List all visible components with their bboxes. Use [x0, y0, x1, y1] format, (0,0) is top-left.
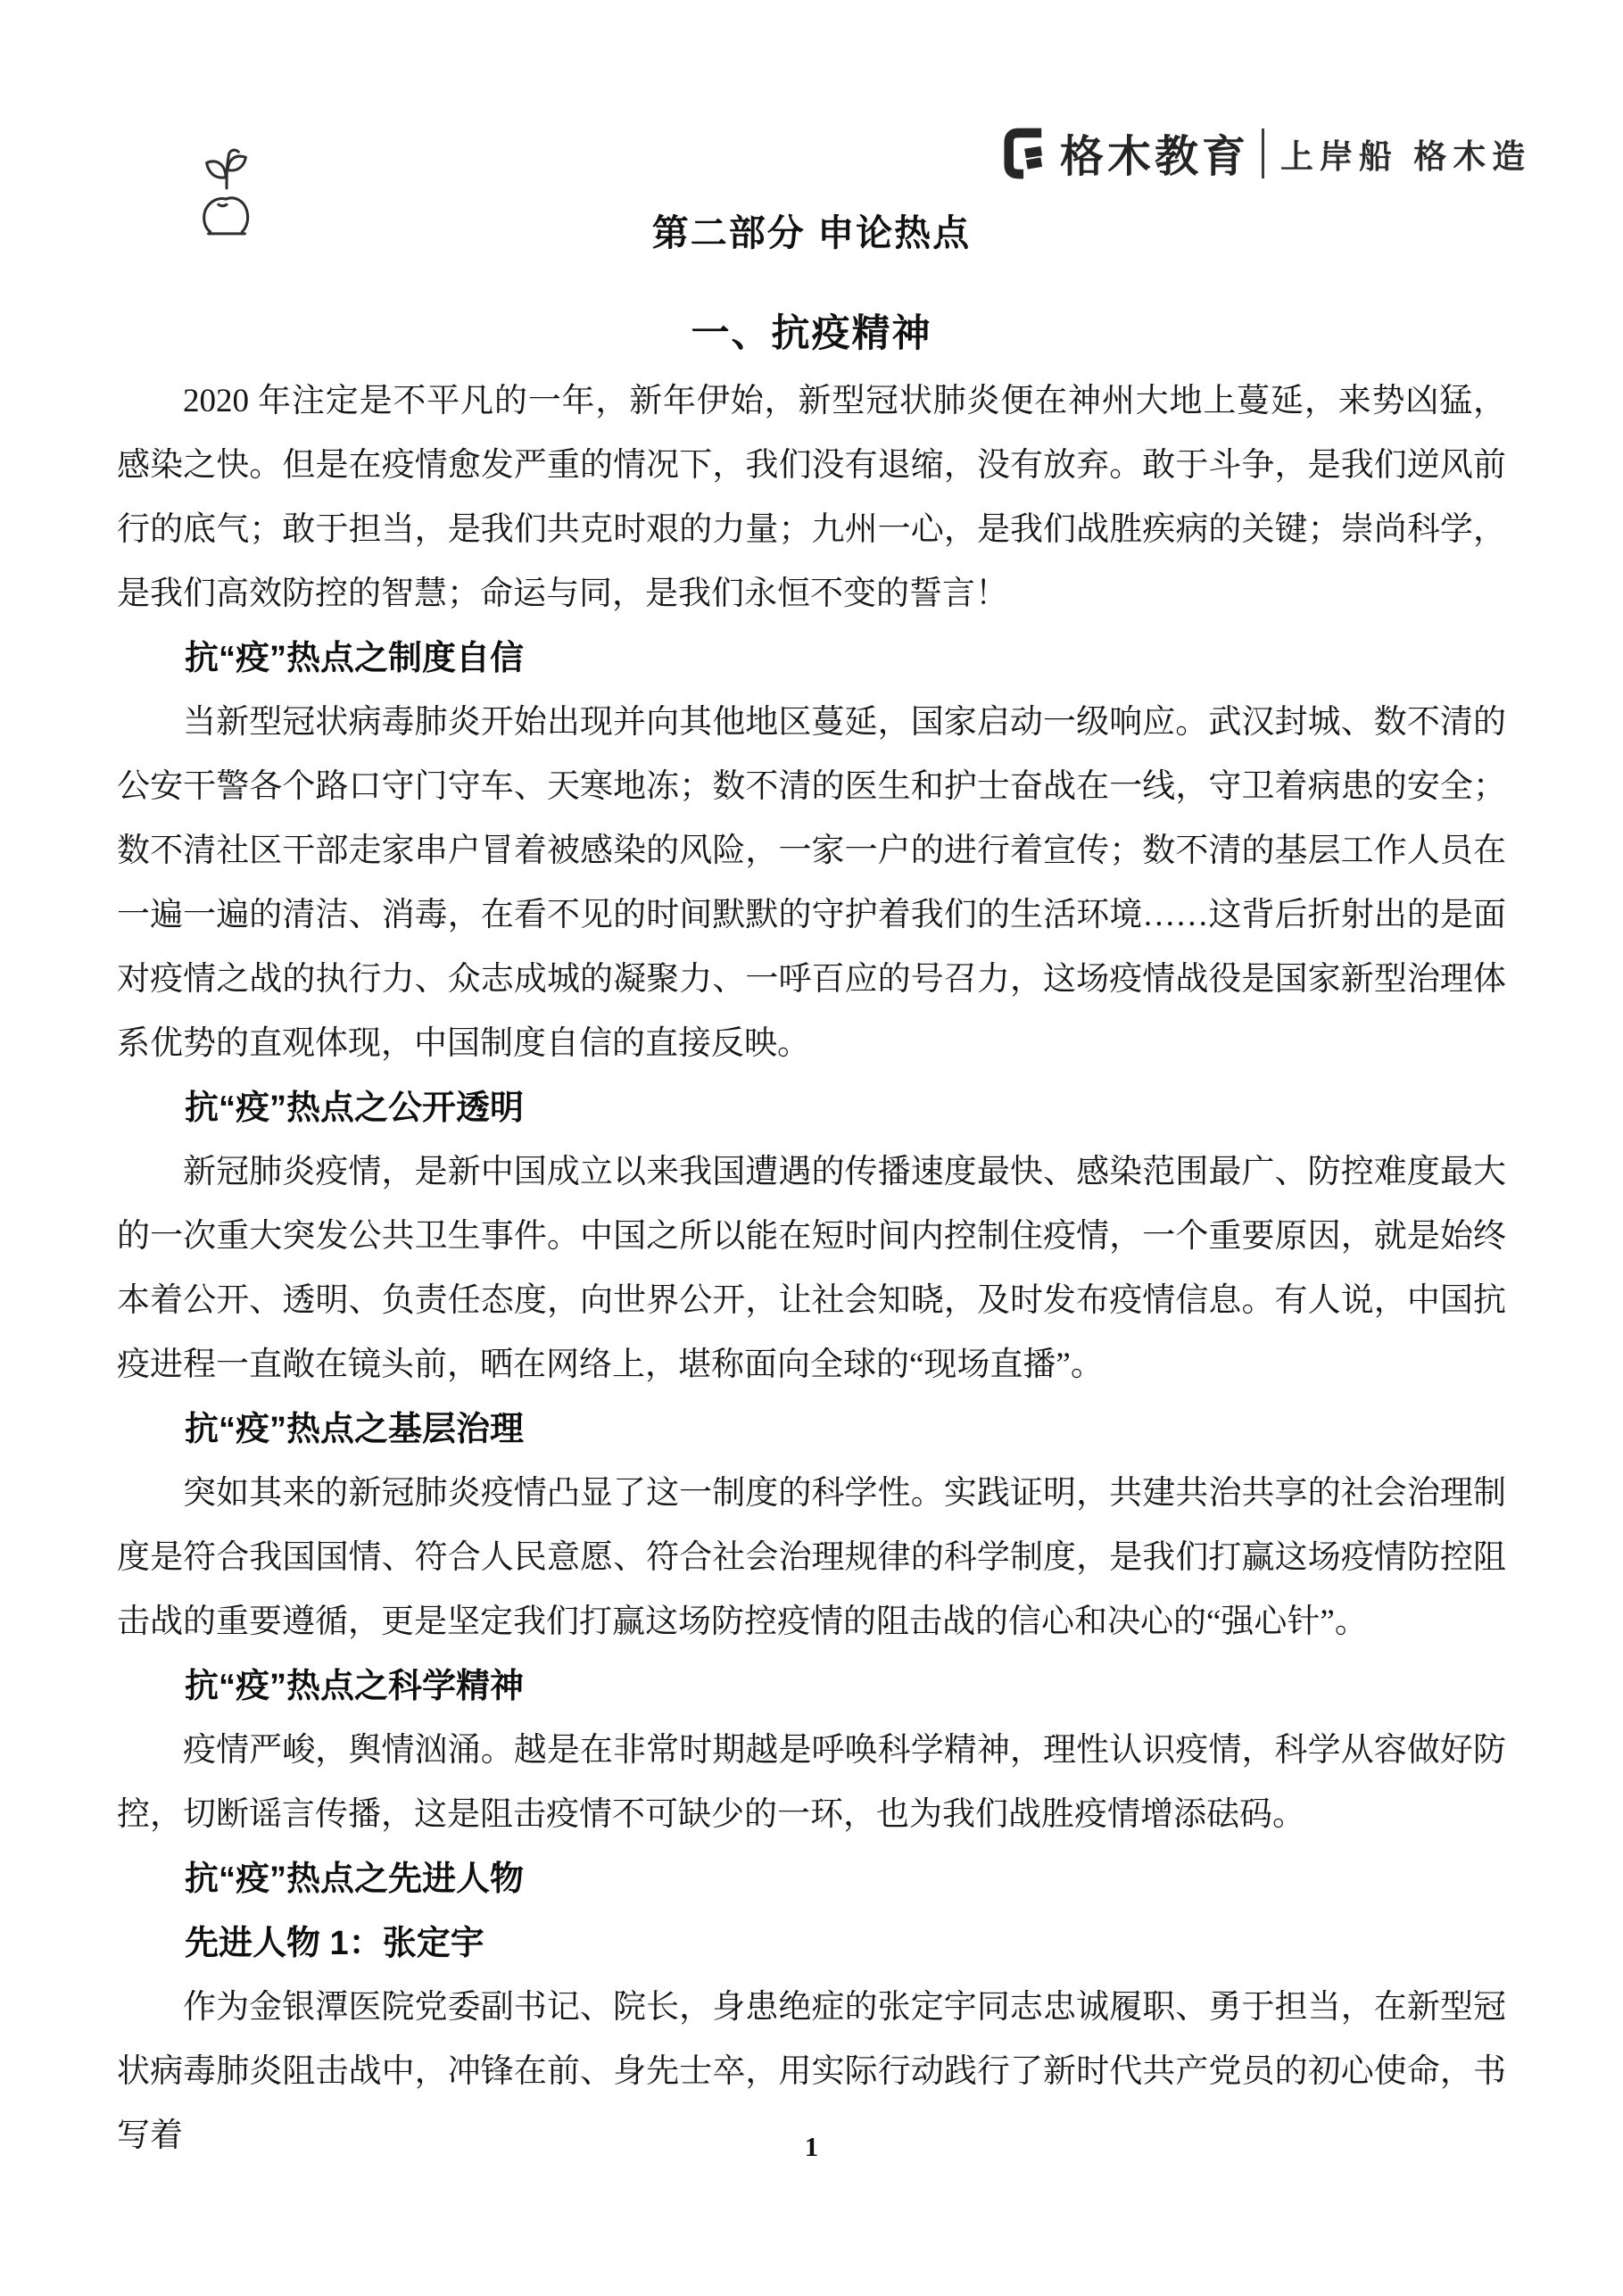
- heading-scientific-spirit: 抗“疫”热点之科学精神: [185, 1668, 525, 1705]
- page-number: 1: [804, 2131, 819, 2162]
- heading-model-figures: 抗“疫”热点之先进人物: [185, 1861, 525, 1898]
- brand-tagline: 上岸船 格木造: [1280, 138, 1532, 175]
- paragraph-institutional-confidence: 当新型冠状病毒肺炎开始出现并向其他地区蔓延，国家启动一级响应。武汉封城、数不清的公安干警各个路口守门守车、天寒地冻；数不清的医生和护士奋战在一线，守卫着病患的安全；数不清社区干部走家串户冒着被感染的风险，一家一户的进行着宣传；数不清的基层工作人员在一遍一遍的清洁、消毒，在看不见的时间默默的守护着我们的生活环境……这背后折射出的是面对疫情之战的执行力、众志成城的凝聚力、一呼百应的号召力，这场疫情战役是国家新型治理体系优势的直观体现，中国制度自信的直接反映。: [117, 704, 1506, 1062]
- heading-institutional-confidence: 抗“疫”热点之制度自信: [185, 640, 525, 677]
- heading-openness-transparency: 抗“疫”热点之公开透明: [185, 1090, 525, 1127]
- paragraph-grassroots-governance: 突如其来的新冠肺炎疫情凸显了这一制度的科学性。实践证明，共建共治共享的社会治理制度是符合我国国情、符合人民意愿、符合社会治理规律的科学制度，是我们打赢这场疫情防控阻击战的重要遵循，更是坚定我们打赢这场防控疫情的阻击战的信心和决心的“强心针”。: [117, 1475, 1506, 1640]
- paragraph-zhang-dingyu: 作为金银潭医院党委副书记、院长，身患绝症的张定宇同志忠诚履职、勇于担当，在新型冠状病毒肺炎阻击战中，冲锋在前、身先士卒，用实际行动践行了新时代共产党员的初心使命，书写着: [117, 1989, 1506, 2154]
- paragraph-openness-transparency: 新冠肺炎疫情，是新中国成立以来我国遭遇的传播速度最快、感染范围最广、防控难度最大的一次重大突发公共卫生事件。中国之所以能在短时间内控制住疫情，一个重要原因，就是始终本着公开、透明、负责任态度，向世界公开，让社会知晓，及时发布疫情信息。有人说，中国抗疫进程一直敞在镜头前，晒在网络上，堪称面向全球的“现场直播”。: [117, 1154, 1506, 1383]
- heading-figure-1-zhang-dingyu: 先进人物 1：张定宇: [185, 1925, 484, 1962]
- part-title: 第二部分 申论热点: [651, 212, 972, 253]
- section-title: 一、抗疫精神: [691, 312, 932, 355]
- brand-name: 格木教育: [1060, 133, 1250, 181]
- heading-grassroots-governance: 抗“疫”热点之基层治理: [185, 1411, 525, 1448]
- paragraph-intro: 2020 年注定是不平凡的一年，新年伊始，新型冠状肺炎便在神州大地上蔓延，来势凶猛，感染之快。但是在疫情愈发严重的情况下，我们没有退缩，没有放弃。敢于斗争，是我们逆风前行的底气；敢于担当，是我们共克时艰的力量；九州一心，是我们战胜疾病的关键；崇尚科学，是我们高效防控的智慧；命运与同，是我们永恒不变的誓言！: [117, 383, 1506, 612]
- paragraph-scientific-spirit: 疫情严峻，舆情汹涌。越是在非常时期越是呼唤科学精神，理性认识疫情，科学从容做好防控，切断谣言传播，这是阻击疫情不可缺少的一环，也为我们战胜疫情增添砝码。: [117, 1732, 1506, 1833]
